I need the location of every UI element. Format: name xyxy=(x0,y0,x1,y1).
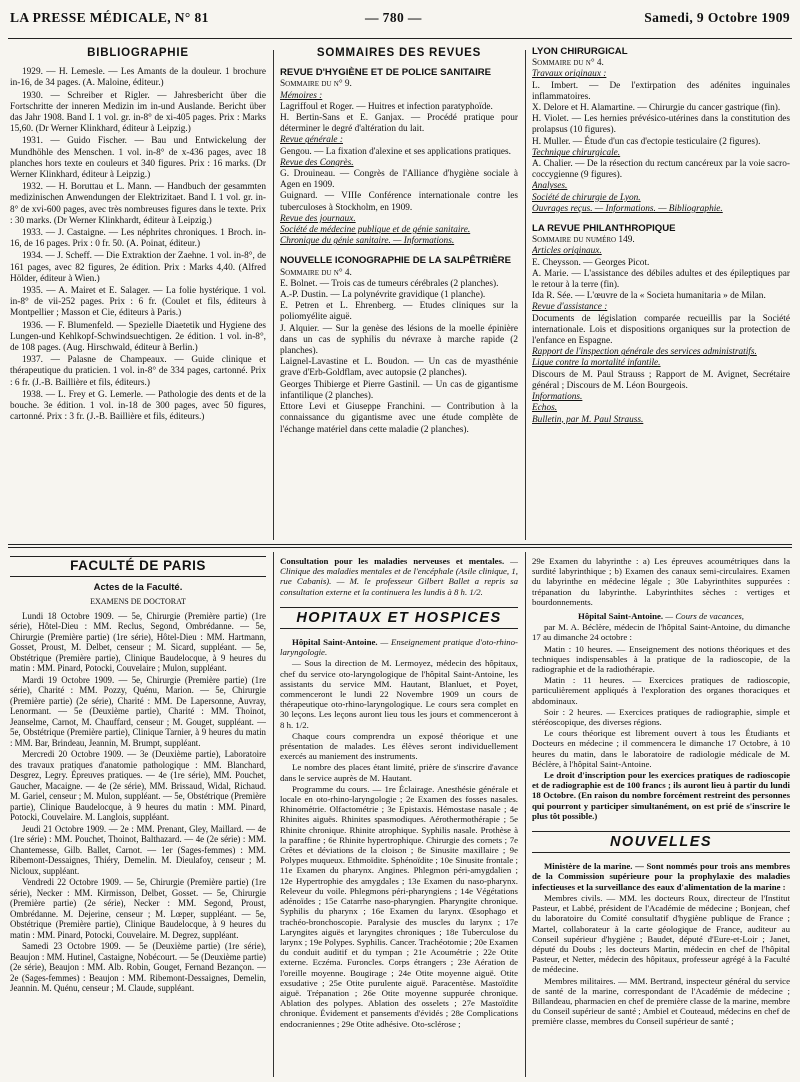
biblio-entry: 1931. — Guido Fischer. — Bau und Entwickelung der Mundhöhle des Menschen. 1 vol. in-8° de x-436 pages, avec 18 planches hors texte en couleurs et 340 figures. Prix : 16 marks. (Dr Werner Klinkhard, éditeur à Leipzig.) xyxy=(10,136,266,181)
section-label: Rapport de l'inspection générale des services administratifs. xyxy=(532,347,757,358)
consultation-text: — Clinique des maladies mentales et de l'encéphale (Asile clinique, 1, rue Cabanis). — M. le professeur Gilbert Ballet a repris sa consultation externe et la continuera les lundis à 8 h. 1/2. xyxy=(280,556,518,597)
column-divider xyxy=(525,50,526,540)
section-label: Chronique du génie sanitaire. — Informations. xyxy=(280,236,455,247)
beclere-paragraph: par M. A. Béclère, médecin de l'hôpital Saint-Antoine, du dimanche 17 au dimanche 24 octobre : xyxy=(532,622,790,643)
hopitaux-paragraph: Programme du cours. — 1re Éclairage. Anesthésie générale et locale en oto-rhino-laryngologie ; 2e Examen des fosses nasales. Rhinométrie. Olfactométrie ; 3e Epistaxis. Hémostase nasale ; 4e Rhinites aiguës. Rhinites spasmodiques. Aérothermothérapie ; 5e Rhinite chronique. Rhinite atrophique. Syphilis nasale. Prothèse à la paraffine ; 6e Rhinite hypertrophique. Chirurgie des cornets ; 7e Crêtes et déviations de la cloison ; 8e Sinusite maxillaire ; 9e Polypes muqueux. Ethmoïdite. Sphénoïdite ; 10e Sinusite frontale ; 11e Examen du pharynx. Angines. Phlegmon péri-amygdalien ; 12e Hypertrophie des amygdales ; 13e Examen du naso-pharynx. Releveur du voile. Phlegmons péri-pharyngiens ; 14e Végétations adénoïdes ; 15e Catarrhe naso-pharyngien. Pharyngite chronique. Syphilis du pharynx ; 16e Examen du larynx. Œsophago et trachéo-bronchoscopie. Paralysie des muscles du larynx ; 17e Laryngites aiguës et laryngites chroniques ; 18e Tuberculose du larynx ; 19e Polypes. Syphilis. Cancer. Trachéotomie ; 20e Examen du conduit auditif et du tympan ; 21e Acoumétrie ; 22e Otite externe. Eczéma. Furoncles. Corps étrangers ; 23e Aération de l'oreille moyenne. Bougirage ; 24e Otite moyenne aiguë. Otite exsudative ; 25e Otite purulente aiguë. Paracentèse. Mastoïdite aiguë. Trépanation ; 26e Otite moyenne suppurée chronique. Ablation des polypes. Ablation des osselets ; 27e Mastoïdite chronique. Évidement et pansements d'évidés ; 28e Complications endocraniennes ; 29e Otite adhésive. Oto-sclérose ; xyxy=(280,783,518,1029)
article-line: H. Bertin-Sans et E. Ganjax. — Procédé pratique pour déterminer le degré d'altération du lait. xyxy=(280,113,518,135)
article-line: X. Delore et H. Alamartine. — Chirurgie du cancer gastrique (fin). xyxy=(532,103,781,114)
article-line: A. Chalier. — De la résection du rectum cancéreux par la voie sacro-coccygienne (9 figures). xyxy=(532,159,790,181)
article-line: Laignel-Lavastine et L. Boudon. — Un cas de myasthénie grave d'Erb-Goldflam, avec autopsie (2 planches). xyxy=(280,357,518,379)
consultation-title: Consultation pour les maladies nerveuses et mentales. xyxy=(280,556,505,566)
biblio-entry: 1930. — Schreiber et Rigler. — Jahresbericht über die Fortschritte der inneren Medizin im in-und Auslande. Bericht über das Jahr 1908. Band I. 1 vol. gr. in-8° de xi-405 pages. Prix : Marks 15,60. (Dr Werner Klinkhard, éditeur à Leipzig.) xyxy=(10,90,266,135)
section-label: Revue des Congrès. xyxy=(280,157,354,168)
hopitaux-paragraph: — Sous la direction de M. Lermoyez, médecin des hôpitaux, chef du service oto-laryngologique de l'hôpital Saint-Antoine, les assistants du service MM. Hautant, Blanluet, et Poyet, commenceront le lundi 22 Novembre 1909 un cours de thérapeutique oto-rhino-laryngologique. Le cours sera complet en 30 leçons. Les leçons auront lieu tous les jours et commenceront à 8 h. 1/2. xyxy=(280,658,518,730)
bibliographie-title: BIBLIOGRAPHIE xyxy=(87,47,189,59)
revue-hygiene-title: REVUE D'HYGIÈNE ET DE POLICE SANITAIRE xyxy=(280,67,492,79)
sommaires-column xyxy=(280,46,518,541)
hopitaux-paragraph: Le nombre des places étant limité, prière de s'inscrire d'avance dans le service auprès de M. Hautant. xyxy=(280,762,518,783)
saint-antoine-title: Hôpital Saint-Antoine. xyxy=(292,637,378,648)
section-rule xyxy=(8,547,792,548)
hopitaux-title: HOPITAUX ET HOSPICES xyxy=(280,607,518,629)
section-label: Travaux originaux : xyxy=(532,69,607,80)
section-label: Ligue contre la mortalité infantile. xyxy=(532,358,661,369)
article-line: E. Petren et L. Ehrenberg. — Etudes cliniques sur la poliomyélite aiguë. xyxy=(280,301,518,323)
exam-day: Samedi 23 Octobre 1909. — 5e (Deuxième partie) (1re série), Beaujon : MM. Hutinel, Castaigne, Nobécourt. — 5e (Deuxième partie) (2e série), Beaujon : MM. Alb. Robin, Gouget, Fernand Bezançon. — 2e (Sages-femmes) : Beaujon : MM. Ribemont-Dessaignes, Demelin, Jeannin. M. Quénu, censeur ; M. Claude, suppléant. xyxy=(10,941,266,993)
faculte-subtitle: Actes de la Faculté. xyxy=(93,581,183,593)
exam-day: Jeudi 21 Octobre 1909. — 2e : MM. Prenant, Gley, Maillard. — 4e (1re série) : MM. Pouchet, Thoinot, Balthazard. — 4e (2e série) : MM. Chantemesse, Gilb. Ballet, Carnot. — 1er (Sages-femmes) : MM. Ribemont-Dessaignes, Thiéry, Demelin. M. Dieulafoy, censeur ; M. Nicloux, suppléant. xyxy=(10,823,266,876)
article-line: Discours de M. Paul Strauss ; Rapport de M. Avignet, Secrétaire général ; Discours de M. Léon Bourgeois. xyxy=(532,369,790,391)
section-label: Echos. xyxy=(532,403,558,414)
column-divider xyxy=(273,50,274,540)
article-line: A.-P. Dustin. — La polynévrite gravidique (1 planche). xyxy=(280,290,486,301)
consultation-paragraph xyxy=(280,556,518,597)
section-label: Société de médecine publique et de génie sanitaire. xyxy=(280,225,471,236)
article-line: Gengou. — La fixation d'alexine et ses applications pratiques. xyxy=(280,146,511,157)
column-divider xyxy=(273,552,274,1077)
page-number: — 780 — xyxy=(365,10,422,25)
bibliographie-column xyxy=(10,46,266,541)
beclere-paragraph: Matin : 11 heures. — Exercices pratiques de radioscopie, particulièrement appliqués à l'exploration des organes thoraciques et abdominaux. xyxy=(532,675,790,706)
revue-numero: Sommaire du n° 9. xyxy=(280,79,352,90)
faculte-title: FACULTÉ DE PARIS xyxy=(10,556,266,577)
section-label: Revue des journaux. xyxy=(280,213,356,224)
right-lower-column xyxy=(532,556,790,1078)
biblio-entry: 1938. — L. Frey et G. Lemerle. — Pathologie des dents et de la bouche. 3e édition. 1 vol. in-18 de 300 pages, avec 50 figures, cartonné. Prix : 3 fr. (J.-B. Baillière et fils, éditeurs.) xyxy=(10,389,266,423)
article-line: L. Imbert. — De l'extirpation des adénites inguinales inflammatoires. xyxy=(532,80,790,102)
iconographie-title: NOUVELLE ICONOGRAPHIE DE LA SALPÊTRIÈRE xyxy=(280,255,511,267)
column-divider xyxy=(525,552,526,1077)
beclere-paragraph: Le droit d'inscription pour les exercices pratiques de radioscopie et de radiographie est de 100 francs ; ils auront lieu à partir du lundi 18 Octobre. (En raison du nombre forcément restreint des personnes qui pourront y participer simultanément, on est prié de s'inscrire le plus tôt possible.) xyxy=(532,770,790,821)
saint-antoine-2-subtitle: — Cours de vacances, xyxy=(665,611,744,622)
section-label: Technique chirurgicale. xyxy=(532,147,621,158)
section-label: Revue générale : xyxy=(280,135,343,146)
article-line: Ida R. Sée. — L'œuvre de la « Societa humanitaria » de Milan. xyxy=(532,291,766,302)
journal-title: LA PRESSE MÉDICALE, N° 81 xyxy=(10,10,209,25)
hopitaux-column xyxy=(280,556,518,1078)
header-rule xyxy=(8,38,792,39)
saint-antoine-subtitle: — Enseignement pratique d'oto-rhino-laryngologie. xyxy=(280,637,518,658)
article-line: Ettore Levi et Giuseppe Franchini. — Contribution à la connaissance du gigantisme avec une étude complète de l'échange matériel dans cette maladie (2 planches). xyxy=(280,402,518,435)
lyon-philanthropique-column xyxy=(532,46,790,541)
saint-antoine-2-title: Hôpital Saint-Antoine. xyxy=(578,611,664,622)
page-header xyxy=(10,10,790,34)
nouvelles-paragraph: Ministère de la marine. — Sont nommés pour trois ans membres de la Commission supérieure pour la prophylaxie des maladies infectieuses et la surveillance des eaux d'alimentation de la marine : xyxy=(532,861,790,892)
biblio-entry: 1932. — H. Boruttau et L. Mann. — Handbuch der gesammten medizinischen Anwendungen der Elektrizitaet. Band I. 1 vol. gr. in-8° de xvi-600 pages, avec très nombreuses figures dans le texte. Prix : 30 marks. (Dr Werner Klinkhardt, éditeur à Leipzig.) xyxy=(10,182,266,226)
article-line: Lagriffoul et Roger. — Huitres et infection paratyphoïde. xyxy=(280,101,493,112)
section-label: Analyses. xyxy=(532,181,568,192)
saint-antoine-heading xyxy=(280,637,518,657)
article-line: H. Violet. — Les hernies prévésico-utérines dans la constitution des prolapsus (10 figures). xyxy=(532,114,790,136)
revue-numero: Sommaire du numéro 149. xyxy=(532,235,635,246)
section-label: Société de chirurgie de Lyon. xyxy=(532,192,641,203)
revue-numero: Sommaire du n° 4. xyxy=(532,58,604,69)
exam-day: Lundi 18 Octobre 1909. — 5e, Chirurgie (Première partie) (1re série), Hôtel-Dieu : MM. Reclus, Segond, Ombrédanne. — 5e, Chirurgie (Première partie) (1re série), Hôtel-Dieu : MM. Hartmann, Gosset, Proust, M. Delbet, censeur ; M. Sicard, suppléant. — 5e, Obstétrique (Première partie), Clinique Baudelocque, à 9 heures du matin : MM. Pinard, Potocki, Couvelaire ; Mulon, suppléant. xyxy=(10,610,266,673)
nouvelles-paragraph: Membres civils. — MM. les docteurs Roux, directeur de l'Institut Pasteur, et Labbé, président de l'Académie de médecine ; Bonjean, chef du laboratoire du Comité consultatif d'hygiène publique de France ; Martel, collaborateur à la carte géologique de France, auditeur au Conseil supérieur d'hygiène ; Baudet, député d'Eure-et-Loir ; Janet, député du Doubs ; les docteurs Martin, médecin en chef de l'hôpital Pasteur, et Netter, médecin des hôpitaux, professeur agrégé à la Faculté de médecine. xyxy=(532,892,790,975)
exam-day: Mercredi 20 Octobre 1909. — 3e (Deuxième partie), Laboratoire des travaux pratiques d'anatomie pathologique : MM. Blanchard, Desgrez, Legry. Épreuves pratiques. — 4e (1re série), MM. Pouchet, Gaucher, Macaigne. — 4e (2e série), MM. Brissaud, Widal, Richaud. M. Gariel, censeur ; M. Mulon, suppléant. — 5e, Obstétrique (Première partie), Clinique Baudelocque, à 9 heures du matin : MM. Pinard, Potocki, Couvelaire. M. Langlois, suppléant. xyxy=(10,749,266,822)
biblio-entry: 1935. — A. Mairet et E. Salager. — La folie hystérique. 1 vol. in-8° de vii-252 pages. Prix : 6 fr. (Coulet et fils, éditeurs à Montpellier ; Masson et Cie, éditeurs à Paris.) xyxy=(10,286,266,319)
article-line: Documents de législation comparée recueillis par la Société internationale. Lois et dispositions organiques sur la protection de l'enfance en Espagne. xyxy=(532,313,790,347)
nouvelles-paragraph: Membres militaires. — MM. Bertrand, inspecteur général du service de santé de la marine, correspondant de l'Académie de médecine ; Billandeau, pharmacien en chef de première classe de la marine, membre du Conseil supérieur de santé ; Ambiel et Couteaud, médecins en chef de première classe, membres du Conseil supérieur de santé ; xyxy=(532,975,790,1027)
article-line: G. Drouineau. — Congrès de l'Alliance d'hygiène sociale à Agen en 1909. xyxy=(280,169,518,191)
biblio-entry: 1929. — H. Lemesle. — Les Amants de la douleur. 1 brochure in-16, de 34 pages. (A. Maloine, éditeur.) xyxy=(10,67,266,89)
article-line: Georges Thibierge et Pierre Gastinil. — Un cas de gigantisme infantilique (2 planches). xyxy=(280,379,518,401)
hopitaux-paragraph: Chaque cours comprendra un exposé théorique et une présentation de malades. Les élèves seront individuellement exercés au maniement des instruments. xyxy=(280,730,518,762)
article-line: E. Cheysson. — Georges Picot. xyxy=(532,257,650,268)
biblio-entry: 1933. — J. Castaigne. — Les néphrites chroniques. 1 Broch. in-16, de 16 pages. Prix : 0 fr. 50. (A. Poinat, éditeur.) xyxy=(10,228,266,250)
section-label: Articles originaux. xyxy=(532,246,602,257)
saint-antoine-2-heading xyxy=(532,611,790,621)
beclere-paragraph: Matin : 10 heures. — Enseignement des notions théoriques et des techniques indispensables à la pratique de la radioscopie, de la radiographie et de la radiothérapie. xyxy=(532,643,790,675)
exam-day: Vendredi 22 Octobre 1909. — 5e, Chirurgie (Première partie) (1re série), Necker : MM. Kirmisson, Delbet, Gosset. — 5e, Chirurgie (Première partie) (2e série), Necker : MM. Segond, Proust, Ombrédanne. M. Dejerine, censeur ; M. Lœper, suppléant. — 5e, Obstétrique (Première partie), Clinique Baudelocque, à 9 heures du matin : MM. Pinard, Potocki, Couvelaire. M. Degrez, suppléant. xyxy=(10,877,266,940)
section-rule xyxy=(8,544,792,545)
section-label: Ouvrages reçus. — Informations. — Bibliographie. xyxy=(532,203,723,214)
nouvelles-title: NOUVELLES xyxy=(532,831,790,853)
article-line: Guignard. — VIIIe Conférence internationale contre les tuberculoses à Stockholm, en 1909. xyxy=(280,191,518,213)
revue-numero: Sommaire du n° 4. xyxy=(280,267,352,278)
biblio-entry: 1936. — F. Blumenfeld. — Spezielle Diaetetik und Hygiene des Lungen-und Kehlkopf-Schwindsuechtigen. 2e édition. 1 vol. in-8°, de 108 pages. (Aug. Hirschwald, éditeur à Berlin.) xyxy=(10,320,266,354)
faculte-column xyxy=(10,556,266,1078)
article-line: E. Bolnet. — Trois cas de tumeurs cérébrales (2 planches). xyxy=(280,278,499,289)
section-label: Bulletin, par M. Paul Strauss. xyxy=(532,414,644,425)
lyon-title: LYON CHIRURGICAL xyxy=(532,46,628,57)
philanthropique-title: LA REVUE PHILANTHROPIQUE xyxy=(532,223,676,235)
section-label: Informations. xyxy=(532,392,583,403)
beclere-paragraph: Soir : 2 heures. — Exercices pratiques de radiographie, simple et stéréoscopique, des diverses régions. xyxy=(532,706,790,728)
section-label: Revue d'assistance : xyxy=(532,302,608,313)
section-label: Mémoires : xyxy=(280,90,323,101)
article-line: H. Muller. — Étude d'un cas d'ectopie testiculaire (2 figures). xyxy=(532,136,761,147)
biblio-entry: 1934. — J. Scheff. — Die Extraktion der Zaehne. 1 vol. in-8°, de 161 pages, avec 82 figures, 2e édition. Prix : Marks 4,40. (Alfred Hölder, éditeur à Wien.) xyxy=(10,251,266,284)
examens-label: EXAMENS DE DOCTORAT xyxy=(90,597,186,606)
article-line: A. Marie. — L'assistance des débiles adultes et des épileptiques par le retour à la terre (fin). xyxy=(532,268,790,291)
sommaires-title: SOMMAIRES DES REVUES xyxy=(316,47,482,59)
exam-day: Mardi 19 Octobre 1909. — 5e, Chirurgie (Première partie) (1re série), Charité : MM. Pozzy, Quénu, Marion. — 5e, Chirurgie (Première partie) (2e série), Charité : MM. De Lapersonne, Auvray, Lenormant. — 5e (Deuxième partie), Charité : MM. Thoinot, Jeanselme, Carnot, M. Chauffard, censeur ; M. Gouget, suppléant. — 5e, Obstétrique (Première partie), Clinique Tarnier, à 9 heures du matin : MM. Bar, Brindeau, Jeannin, M. Brumpt, suppléant. xyxy=(10,674,266,748)
labyrinthe-paragraph: 29e Examen du labyrinthe : a) Les épreuves acoumétriques dans la surdité labyrinthique ; b) Examen des canaux semi-circulaires. Examen du labyrinthe en médecine légale ; 30e Labyrinthites suppurées : trépanation du labyrinthe. Labyrinthites sèches : vertiges et bourdonnements. xyxy=(532,556,790,607)
biblio-entry: 1937. — Palasne de Champeaux. — Guide clinique et thérapeutique du praticien. 1 vol. in-8° de 334 pages, cartonné. Prix : 6 fr. (J.-B. Baillière et fils, éditeurs.) xyxy=(10,355,266,388)
issue-date: Samedi, 9 Octobre 1909 xyxy=(644,10,790,25)
article-line: J. Alquier. — Sur la genèse des lésions de la moelle épinière dans un cas de syphilis du névraxe à marche rapide (2 planches). xyxy=(280,323,518,357)
beclere-paragraph: Le cours théorique est librement ouvert à tous les Étudiants et Docteurs en médecine ; il commencera le dimanche 17 Octobre, à 10 heures du matin, dans le laboratoire de radiologie médicale de M. Béclère, à l'hôpital Saint-Antoine. xyxy=(532,728,790,769)
